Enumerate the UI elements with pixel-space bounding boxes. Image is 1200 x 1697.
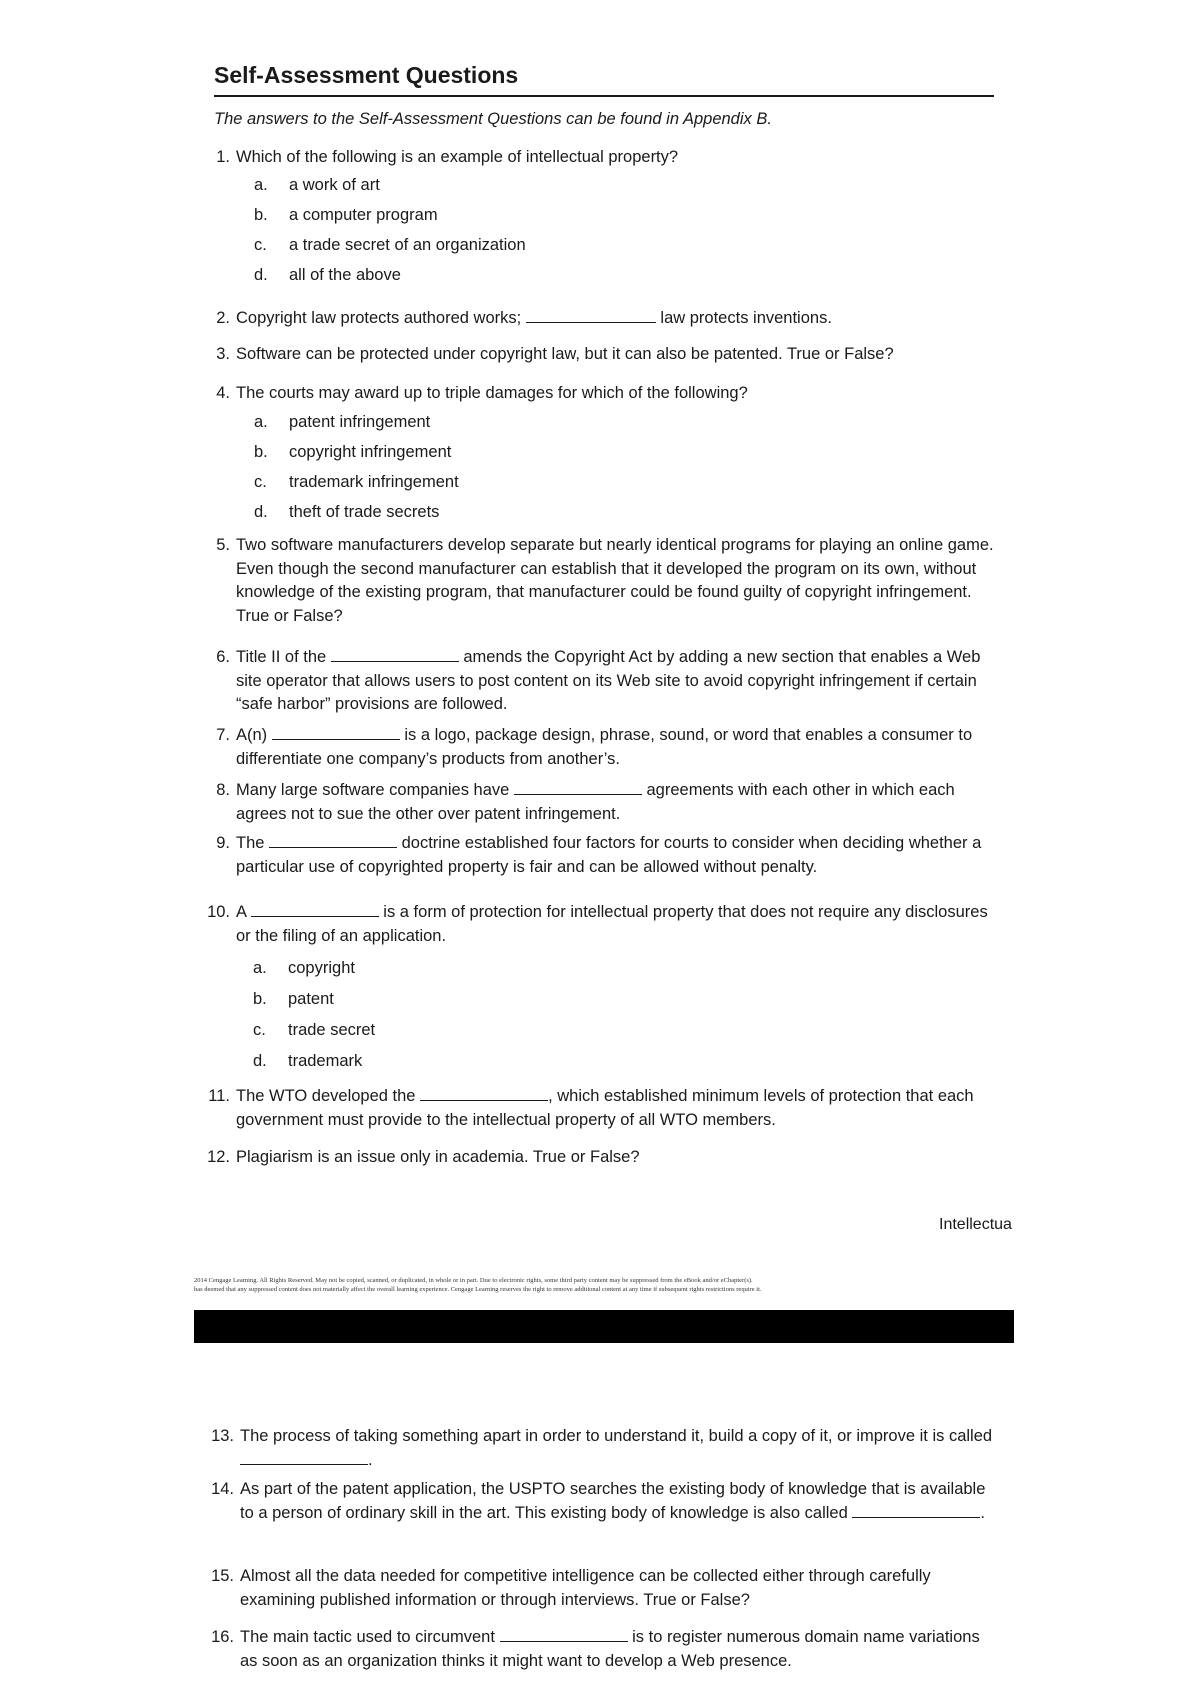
- question-number: 10.: [207, 903, 230, 921]
- option-text: copyright: [288, 959, 355, 977]
- question-number: 5.: [216, 536, 230, 554]
- page-break-bar: [194, 1310, 1014, 1343]
- question-text: Two software manufacturers develop separate but nearly identical programs for playing an online game. Even though the second manufacturer can establish that it developed the program on its own, without knowledge of the existing program, that manufacturer could be found guilty of copyright infringement. True or False?: [236, 536, 994, 625]
- question-number: 1.: [216, 148, 230, 166]
- question-number: 15.: [211, 1567, 234, 1585]
- option-letter: d.: [254, 503, 268, 521]
- option-text: trademark infringement: [289, 473, 459, 491]
- option-text: patent: [288, 990, 334, 1008]
- answer-blank: [514, 780, 642, 795]
- question-15: [200, 1565, 1000, 1615]
- question-text-before-blank: A(n): [236, 726, 268, 744]
- answer-blank: [500, 1627, 628, 1642]
- question-text-after-blank: agreements with each other in which each agrees not to sue the other over patent infringement.: [236, 781, 955, 823]
- question-text: Almost all the data needed for competitive intelligence can be collected either through carefully examining published information or through interviews. True or False?: [240, 1567, 931, 1609]
- answer-blank: [240, 1450, 368, 1465]
- option-letter: b.: [254, 206, 268, 224]
- question-8: [196, 779, 996, 829]
- option-letter: b.: [254, 443, 268, 461]
- question-number: 2.: [216, 309, 230, 327]
- question-number: 3.: [216, 345, 230, 363]
- question-number: 7.: [216, 726, 230, 744]
- question-14: [200, 1478, 1000, 1553]
- option-text: trade secret: [288, 1021, 376, 1039]
- question-number: 14.: [211, 1480, 234, 1498]
- question-text-after-blank: is a logo, package design, phrase, sound, or word that enables a consumer to differentiate one company’s products from another’s.: [236, 726, 973, 768]
- answer-blank: [272, 725, 400, 740]
- question-text-after-blank: law protects inventions.: [660, 309, 832, 327]
- question-text-after-blank: , which established minimum levels of protection that each government must provide to the intellectual property of all WTO members.: [236, 1087, 974, 1129]
- question-10: [196, 901, 996, 951]
- question-text: Plagiarism is an issue only in academia. True or False?: [236, 1148, 640, 1166]
- option-letter: c.: [254, 473, 267, 491]
- option-text: patent infringement: [289, 413, 431, 431]
- question-text-before-blank: The process of taking something apart in order to understand it, build a copy of it, or improve it is called: [240, 1427, 993, 1445]
- answer-blank: [420, 1086, 548, 1101]
- question-text-after-blank: doctrine established four factors for courts to consider when deciding whether a particular use of copyrighted property is fair and can be allowed without penalty.: [236, 834, 982, 876]
- question-text: Software can be protected under copyright law, but it can also be patented. True or False?: [236, 345, 894, 363]
- section-title: Self-Assessment Questions: [214, 62, 994, 97]
- question-text-before-blank: Title II of the: [236, 648, 327, 666]
- question-9: [196, 832, 996, 882]
- option-text: copyright infringement: [289, 443, 452, 461]
- footnote-line-2: has deemed that any suppressed content does not materially affect the overall learning experience. Cengage Learning reserves the right to remove additional content at any time if subsequent rights restrictions require it.: [194, 1286, 762, 1293]
- answer-blank: [526, 308, 656, 323]
- question-number: 16.: [211, 1628, 234, 1646]
- question-text-before-blank: As part of the patent application, the USPTO searches the existing body of knowledge that is available to a person of ordinary skill in the art. This existing body of knowledge is also called: [240, 1480, 986, 1522]
- question-text-after-blank: amends the Copyright Act by adding a new section that enables a Web site operator that allows users to post content on its Web site to avoid copyright infringement if certain “safe harbor” provisions are followed.: [236, 648, 981, 713]
- option-text: a work of art: [289, 176, 380, 194]
- running-head: Intellectua: [939, 1216, 1012, 1233]
- question-text-after-blank: .: [368, 1450, 373, 1469]
- option-text: trademark: [288, 1052, 363, 1070]
- answer-blank: [331, 647, 459, 662]
- option-letter: a.: [254, 176, 268, 194]
- question-text-before-blank: The WTO developed the: [236, 1087, 416, 1105]
- answer-blank: [269, 833, 397, 848]
- question-text: The courts may award up to triple damages for which of the following?: [236, 384, 748, 402]
- option-letter: b.: [253, 990, 267, 1008]
- question-number: 4.: [216, 384, 230, 402]
- option-letter: c.: [254, 236, 267, 254]
- section-intro: The answers to the Self-Assessment Questions can be found in Appendix B.: [214, 110, 772, 128]
- question-text-before-blank: The main tactic used to circumvent: [240, 1628, 495, 1646]
- answer-blank: [251, 902, 379, 917]
- option-text: a trade secret of an organization: [289, 236, 526, 254]
- question-5: [196, 534, 996, 634]
- question-text-after-blank: .: [980, 1503, 985, 1522]
- question-number: 6.: [216, 648, 230, 666]
- question-text-before-blank: The: [236, 834, 265, 852]
- question-number: 9.: [216, 834, 230, 852]
- option-letter: c.: [253, 1021, 266, 1039]
- question-number: 12.: [207, 1148, 230, 1166]
- option-letter: d.: [253, 1052, 267, 1070]
- question-text-after-blank: is to register numerous domain name variations as soon as an organization thinks it might want to develop a Web presence.: [240, 1628, 980, 1670]
- option-letter: d.: [254, 266, 268, 284]
- question-13: [200, 1425, 1000, 1475]
- question-number: 8.: [216, 781, 230, 799]
- question-number: 13.: [211, 1427, 234, 1445]
- question-11: [196, 1085, 996, 1135]
- option-letter: a.: [254, 413, 268, 431]
- option-text: a computer program: [289, 206, 438, 224]
- question-text-before-blank: Copyright law protects authored works;: [236, 309, 522, 327]
- copyright-footnote: [194, 1276, 1014, 1294]
- answer-blank: [852, 1503, 980, 1518]
- question-text-before-blank: Many large software companies have: [236, 781, 510, 799]
- question-6: [196, 646, 996, 721]
- question-7: [196, 724, 996, 774]
- question-text-before-blank: A: [236, 903, 247, 921]
- footnote-line-1: 2014 Cengage Learning. All Rights Reserved. May not be copied, scanned, or duplicated, in whole or in part. Due to electronic rights, some third party content may be suppressed from the eBook and/or eChapter(s).: [194, 1277, 753, 1284]
- question-text: Which of the following is an example of intellectual property?: [236, 148, 679, 166]
- question-text-after-blank: is a form of protection for intellectual property that does not require any disclosures or the filing of an application.: [236, 903, 988, 945]
- option-text: all of the above: [289, 266, 401, 284]
- question-16: [200, 1626, 1000, 1676]
- question-number: 11.: [208, 1087, 230, 1105]
- option-letter: a.: [253, 959, 267, 977]
- option-text: theft of trade secrets: [289, 503, 440, 521]
